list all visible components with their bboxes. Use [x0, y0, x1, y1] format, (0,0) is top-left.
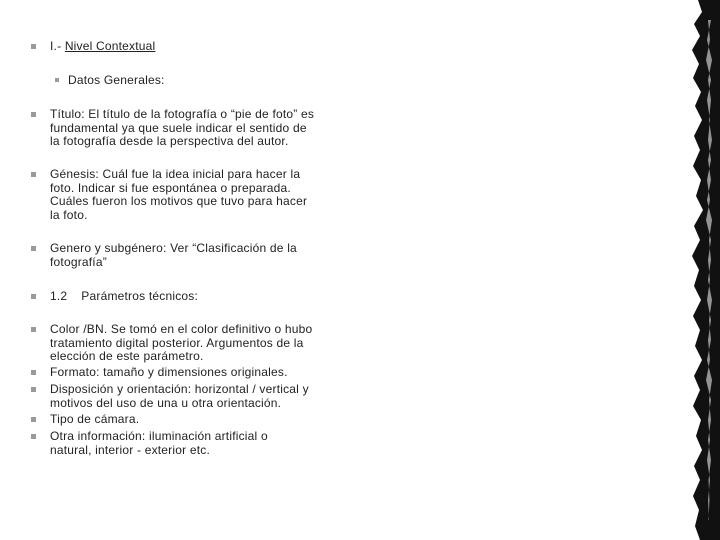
- bullet-icon: [55, 78, 59, 82]
- tecnicos-label: Parámetros técnicos:: [81, 289, 199, 303]
- bullet-formato-text: Formato: tamaño y dimensiones originales.: [50, 365, 288, 379]
- bullet-icon: [31, 370, 36, 375]
- bullet-disposicion: [50, 383, 320, 410]
- bullet-icon: [31, 172, 36, 177]
- bullet-formato: [50, 366, 318, 380]
- bullet-otra-text: Otra información: iluminación artificial o natural, interior - exterior etc.: [50, 429, 268, 457]
- bullet-tecnicos: [50, 290, 310, 304]
- tecnicos-number: 1.2: [50, 289, 68, 303]
- bullet-color: [50, 323, 318, 364]
- bullet-icon: [31, 434, 36, 439]
- bullet-color-text: Color /BN. Se tomó en el color definitivo o hubo tratamiento digital posterior. Argumentos de la elección de este parámetro.: [50, 322, 313, 363]
- heading-title: Nivel Contextual: [64, 39, 156, 53]
- bullet-icon: [31, 294, 36, 299]
- subheading-text: Datos Generales:: [68, 73, 165, 87]
- bullet-icon: [31, 246, 36, 251]
- torn-edge-decoration: [684, 0, 720, 540]
- subheading-item: [68, 74, 308, 88]
- bullet-titulo: [50, 108, 318, 149]
- bullet-camara-text: Tipo de cámara.: [50, 412, 140, 426]
- bullet-genesis-text: Génesis: Cuál fue la idea inicial para hacer la foto. Indicar si fue espontánea o preparada. Cuáles fueron los motivos que tuvo para hacer la foto.: [50, 167, 308, 222]
- bullet-icon: [31, 387, 36, 392]
- bullet-genero-text: Genero y subgénero: Ver “Clasificación de la fotografía”: [50, 241, 297, 269]
- bullet-genesis: [50, 168, 318, 222]
- bullet-icon: [31, 417, 36, 422]
- bullet-titulo-text: Título: El título de la fotografía o “pie de foto” es fundamental ya que suele indicar el sentido de la fotografía desde la perspectiva del autor.: [50, 107, 315, 148]
- bullet-icon: [31, 44, 36, 49]
- bullet-icon: [31, 327, 36, 332]
- heading-item: [50, 40, 310, 54]
- heading-prefix: I.-: [50, 39, 65, 53]
- bullet-camara: [50, 413, 318, 427]
- bullet-disposicion-text: Disposición y orientación: horizontal / vertical y motivos del uso de una u otra orientación.: [50, 382, 309, 410]
- bullet-icon: [31, 112, 36, 117]
- bullet-otra: [50, 430, 300, 457]
- bullet-genero: [50, 242, 312, 269]
